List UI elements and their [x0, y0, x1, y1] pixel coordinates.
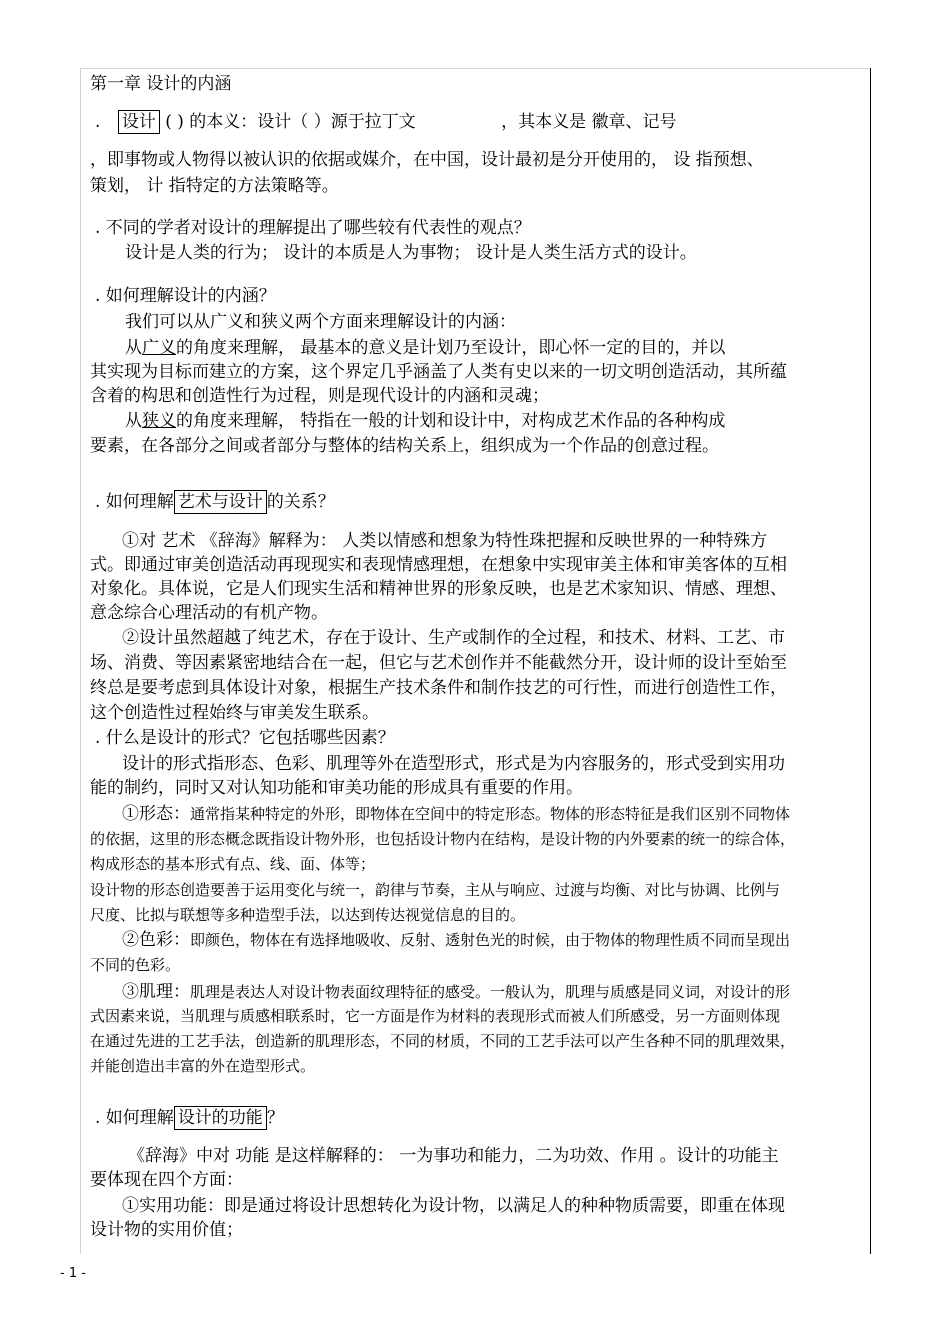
q5-form-line3: 构成形态的基本形式有点、线、面、体等；: [90, 855, 376, 873]
page-frame-right: [870, 68, 871, 1254]
q4-p2-line3: 终总是要考虑到具体设计对象，根据生产技术条件和制作技艺的可行性，而进行创造性工作，: [90, 678, 787, 698]
q3-broad-line2: 其实现为目标而建立的方案，这个界定几乎涵盖了人类有史以来的一切文明创造活动，其所蕴: [90, 362, 787, 382]
page-frame-top: [80, 68, 871, 69]
q4-p1-line4: 意念综合心理活动的有机产物。: [90, 603, 328, 623]
q5-color-line1: [122, 932, 790, 949]
q4-p1-line2: 式。即通过审美创造活动再现现实和表现情感理想，在想象中实现审美主体和审美客体的互相: [90, 555, 787, 575]
q6-line4: 设计物的实用价值；: [90, 1220, 243, 1240]
q5-texture-text1: 肌理是表达人对设计物表面纹理特征的感受。一般认为，肌理与质感是同义词，对设计的形: [190, 983, 791, 1001]
q5-texture-head: ③肌理：: [122, 982, 190, 1002]
q5-form-text1: 通常指某种特定的外形，即物体在空间中的特定形态。物体的形态特征是我们区别不同物体: [190, 805, 791, 823]
q1-term-box: 设计: [118, 110, 160, 134]
q5-intro-line1: 设计的形式指形态、色彩、肌理等外在造型形式，形式是为内容服务的，形式受到实用功: [122, 754, 785, 774]
q1-tail: ，其本义是 徽章、记号: [501, 112, 677, 132]
q3-narrow-line2: 要素，在各部分之间或者部分与整体的结构关系上，组织成为一个作品的创意过程。: [90, 436, 719, 456]
q5-question: . 什么是设计的形式？它包括哪些因素？: [95, 728, 395, 748]
q4-p1-line3: 对象化。具体说，它是人们现实生活和精神世界的形象反映，也是艺术家知识、情感、理想、: [90, 579, 787, 599]
q6-line3: ①实用功能：即是通过将设计思想转化为设计物，以满足人的种种物质需要，即重在体现: [122, 1196, 785, 1216]
q5-form-head: ①形态：: [122, 804, 190, 824]
q3-narrow-line1: [125, 413, 725, 430]
q5-color-line2: 不同的色彩。: [90, 956, 181, 974]
q1-line3: 策划， 计 指特定的方法策略等。: [90, 176, 339, 196]
q5-color-head: ②色彩：: [122, 930, 190, 950]
q5-texture-line1: [122, 984, 790, 1001]
q5-form-line2: 的依据，这里的形态概念既指设计物外形，也包括设计物内在结构，是设计物的内外要素的统一的综合体，: [90, 830, 796, 848]
q5-form-line1: [122, 806, 790, 823]
q3-question: . 如何理解设计的内涵？: [95, 286, 276, 306]
q3-narrow-post: 的角度来理解， 特指在一般的计划和设计中，对构成艺术作品的各种构成: [176, 411, 726, 431]
page-number: - 1 -: [60, 1266, 86, 1281]
q6-line1: 《辞海》中对 功能 是这样解释的： 一为事功和能力，二为功效、作用 。设计的功能主: [128, 1146, 779, 1166]
q5-texture-line4: 并能创造出丰富的外在造型形式。: [90, 1057, 316, 1075]
q4-p2-line2: 场、消费、等因素紧密地结合在一起，但它与艺术创作并不能截然分开，设计师的设计至始至: [90, 653, 787, 673]
q2-answer: 设计是人类的行为； 设计的本质是人为事物； 设计是人类生活方式的设计。: [125, 243, 697, 263]
q1-line1: [95, 114, 677, 131]
q1-dot: .: [95, 112, 101, 132]
chapter-title: 第一章 设计的内涵: [90, 74, 232, 94]
q2-question: . 不同的学者对设计的理解提出了哪些较有代表性的观点？: [95, 218, 531, 238]
q3-broad-line1: [125, 340, 725, 357]
q6-question: [95, 1110, 284, 1127]
q5-texture-line2: 式因素来说，当肌理与质感相联系时，它一方面是作为材料的表现形式而被人们所感受，另一方面则体现: [90, 1007, 781, 1025]
q3-broad-line3: 含着的构思和创造性行为过程，则是现代设计的内涵和灵魂；: [90, 386, 549, 406]
q6-line2: 要体现在四个方面：: [90, 1170, 243, 1190]
q6-post: ？: [266, 1108, 284, 1128]
q4-post: 的关系？: [266, 492, 335, 512]
q3-broad-pre: 从: [125, 338, 142, 358]
q6-term-box: 设计的功能: [174, 1106, 267, 1130]
q1-mid: 的本义：设计（ ）源于拉丁文: [189, 112, 416, 132]
q3-broad-post: 的角度来理解， 最基本的意义是计划乃至设计，即心怀一定的目的，并以: [176, 338, 726, 358]
q4-p2-line4: 这个创造性过程始终与审美发生联系。: [90, 703, 379, 723]
page-frame-left: [80, 68, 81, 1254]
q5-form-line5: 尺度、比拟与联想等多种造型手法，以达到传达视觉信息的目的。: [90, 906, 526, 924]
q5-form-line4: 设计物的形态创造要善于运用变化与统一，韵律与节奏，主从与响应、过渡与均衡、对比与协调、比例与: [90, 881, 781, 899]
q1-line2: ，即事物或人物得以被认识的依据或媒介，在中国，设计最初是分开使用的， 设 指预想、: [90, 150, 764, 170]
q4-p2-line1: ②设计虽然超越了纯艺术，存在于设计、生产或制作的全过程，和技术、材料、工艺、市: [122, 628, 785, 648]
q6-pre: . 如何理解: [95, 1108, 174, 1128]
q3-broad-term: 广义: [142, 338, 176, 358]
q4-p1-line1: ①对 艺术 《辞海》解释为： 人类以情感和想象为特性珠把握和反映世界的一种特殊方: [122, 531, 768, 551]
q3-narrow-term: 狭义: [142, 411, 176, 431]
q5-intro-line2: 能的制约，同时又对认知功能和审美功能的形成具有重要的作用。: [90, 778, 583, 798]
q5-texture-line3: 在通过先进的工艺手法，创造新的肌理形态，不同的材质，不同的工艺手法可以产生各种不同的肌理效果，: [90, 1032, 796, 1050]
q3-narrow-pre: 从: [125, 411, 142, 431]
q4-pre: . 如何理解: [95, 492, 174, 512]
q5-color-text1: 即颜色，物体在有选择地吸收、反射、透射色光的时候，由于物体的物理性质不同而呈现出: [190, 931, 791, 949]
q1-paren: ( ): [165, 112, 184, 132]
q4-term-box: 艺术与设计: [174, 490, 267, 514]
q4-question: [95, 494, 335, 511]
q3-intro: 我们可以从广义和狭义两个方面来理解设计的内涵：: [125, 312, 516, 332]
